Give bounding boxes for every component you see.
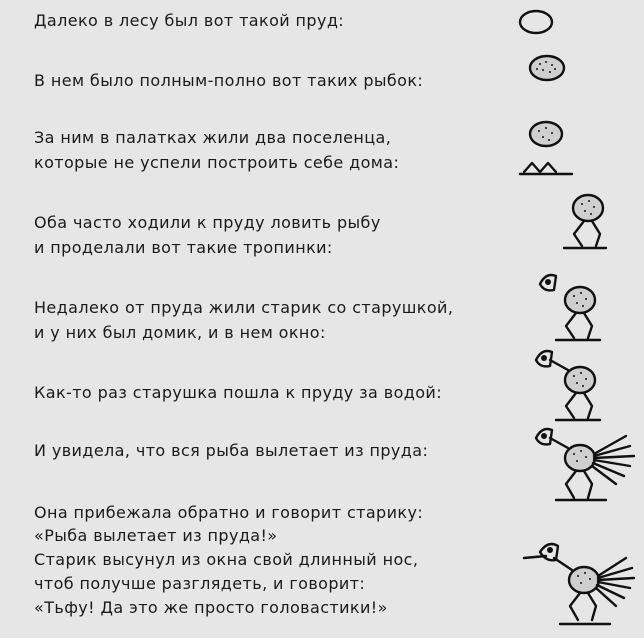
fish-flying-drawing [530, 422, 642, 506]
text-line: И увидела, что вся рыба вылетает из пруда: [34, 441, 429, 460]
text-line: «Тьфу! Да это же просто головастики!» [34, 598, 388, 617]
text-line: и проделали вот такие тропинки: [34, 238, 333, 257]
text-line: Старик высунул из окна свой длинный нос, [34, 550, 419, 569]
text-line: Она прибежала обратно и говорит старику: [34, 503, 424, 522]
text-line: За ним в палатках жили два поселенца, [34, 128, 392, 147]
pond-drawing [516, 6, 556, 38]
pond-with-fish-drawing [524, 50, 570, 86]
old-woman-going-drawing [530, 344, 610, 424]
pond-with-paths-drawing [560, 190, 610, 252]
pond-with-tents-drawing [516, 117, 576, 177]
text-line: Недалеко от пруда жили старик со старушкой, [34, 298, 454, 317]
text-line: которые не успели построить себе дома: [34, 153, 400, 172]
text-line: чтоб получше разглядеть, и говорит: [34, 574, 366, 593]
text-line: «Рыба вылетает из пруда!» [34, 526, 278, 545]
ostrich-drawing [520, 530, 642, 634]
text-line: Как-то раз старушка пошла к пруду за водой: [34, 383, 443, 402]
text-line: Оба часто ходили к пруду ловить рыбу [34, 213, 381, 232]
house-with-window-drawing [534, 268, 608, 344]
text-line: Далеко в лесу был вот такой пруд: [34, 11, 345, 30]
text-line: В нем было полным-полно вот таких рыбок: [34, 71, 424, 90]
text-line: и у них был домик, и в нем окно: [34, 323, 326, 342]
